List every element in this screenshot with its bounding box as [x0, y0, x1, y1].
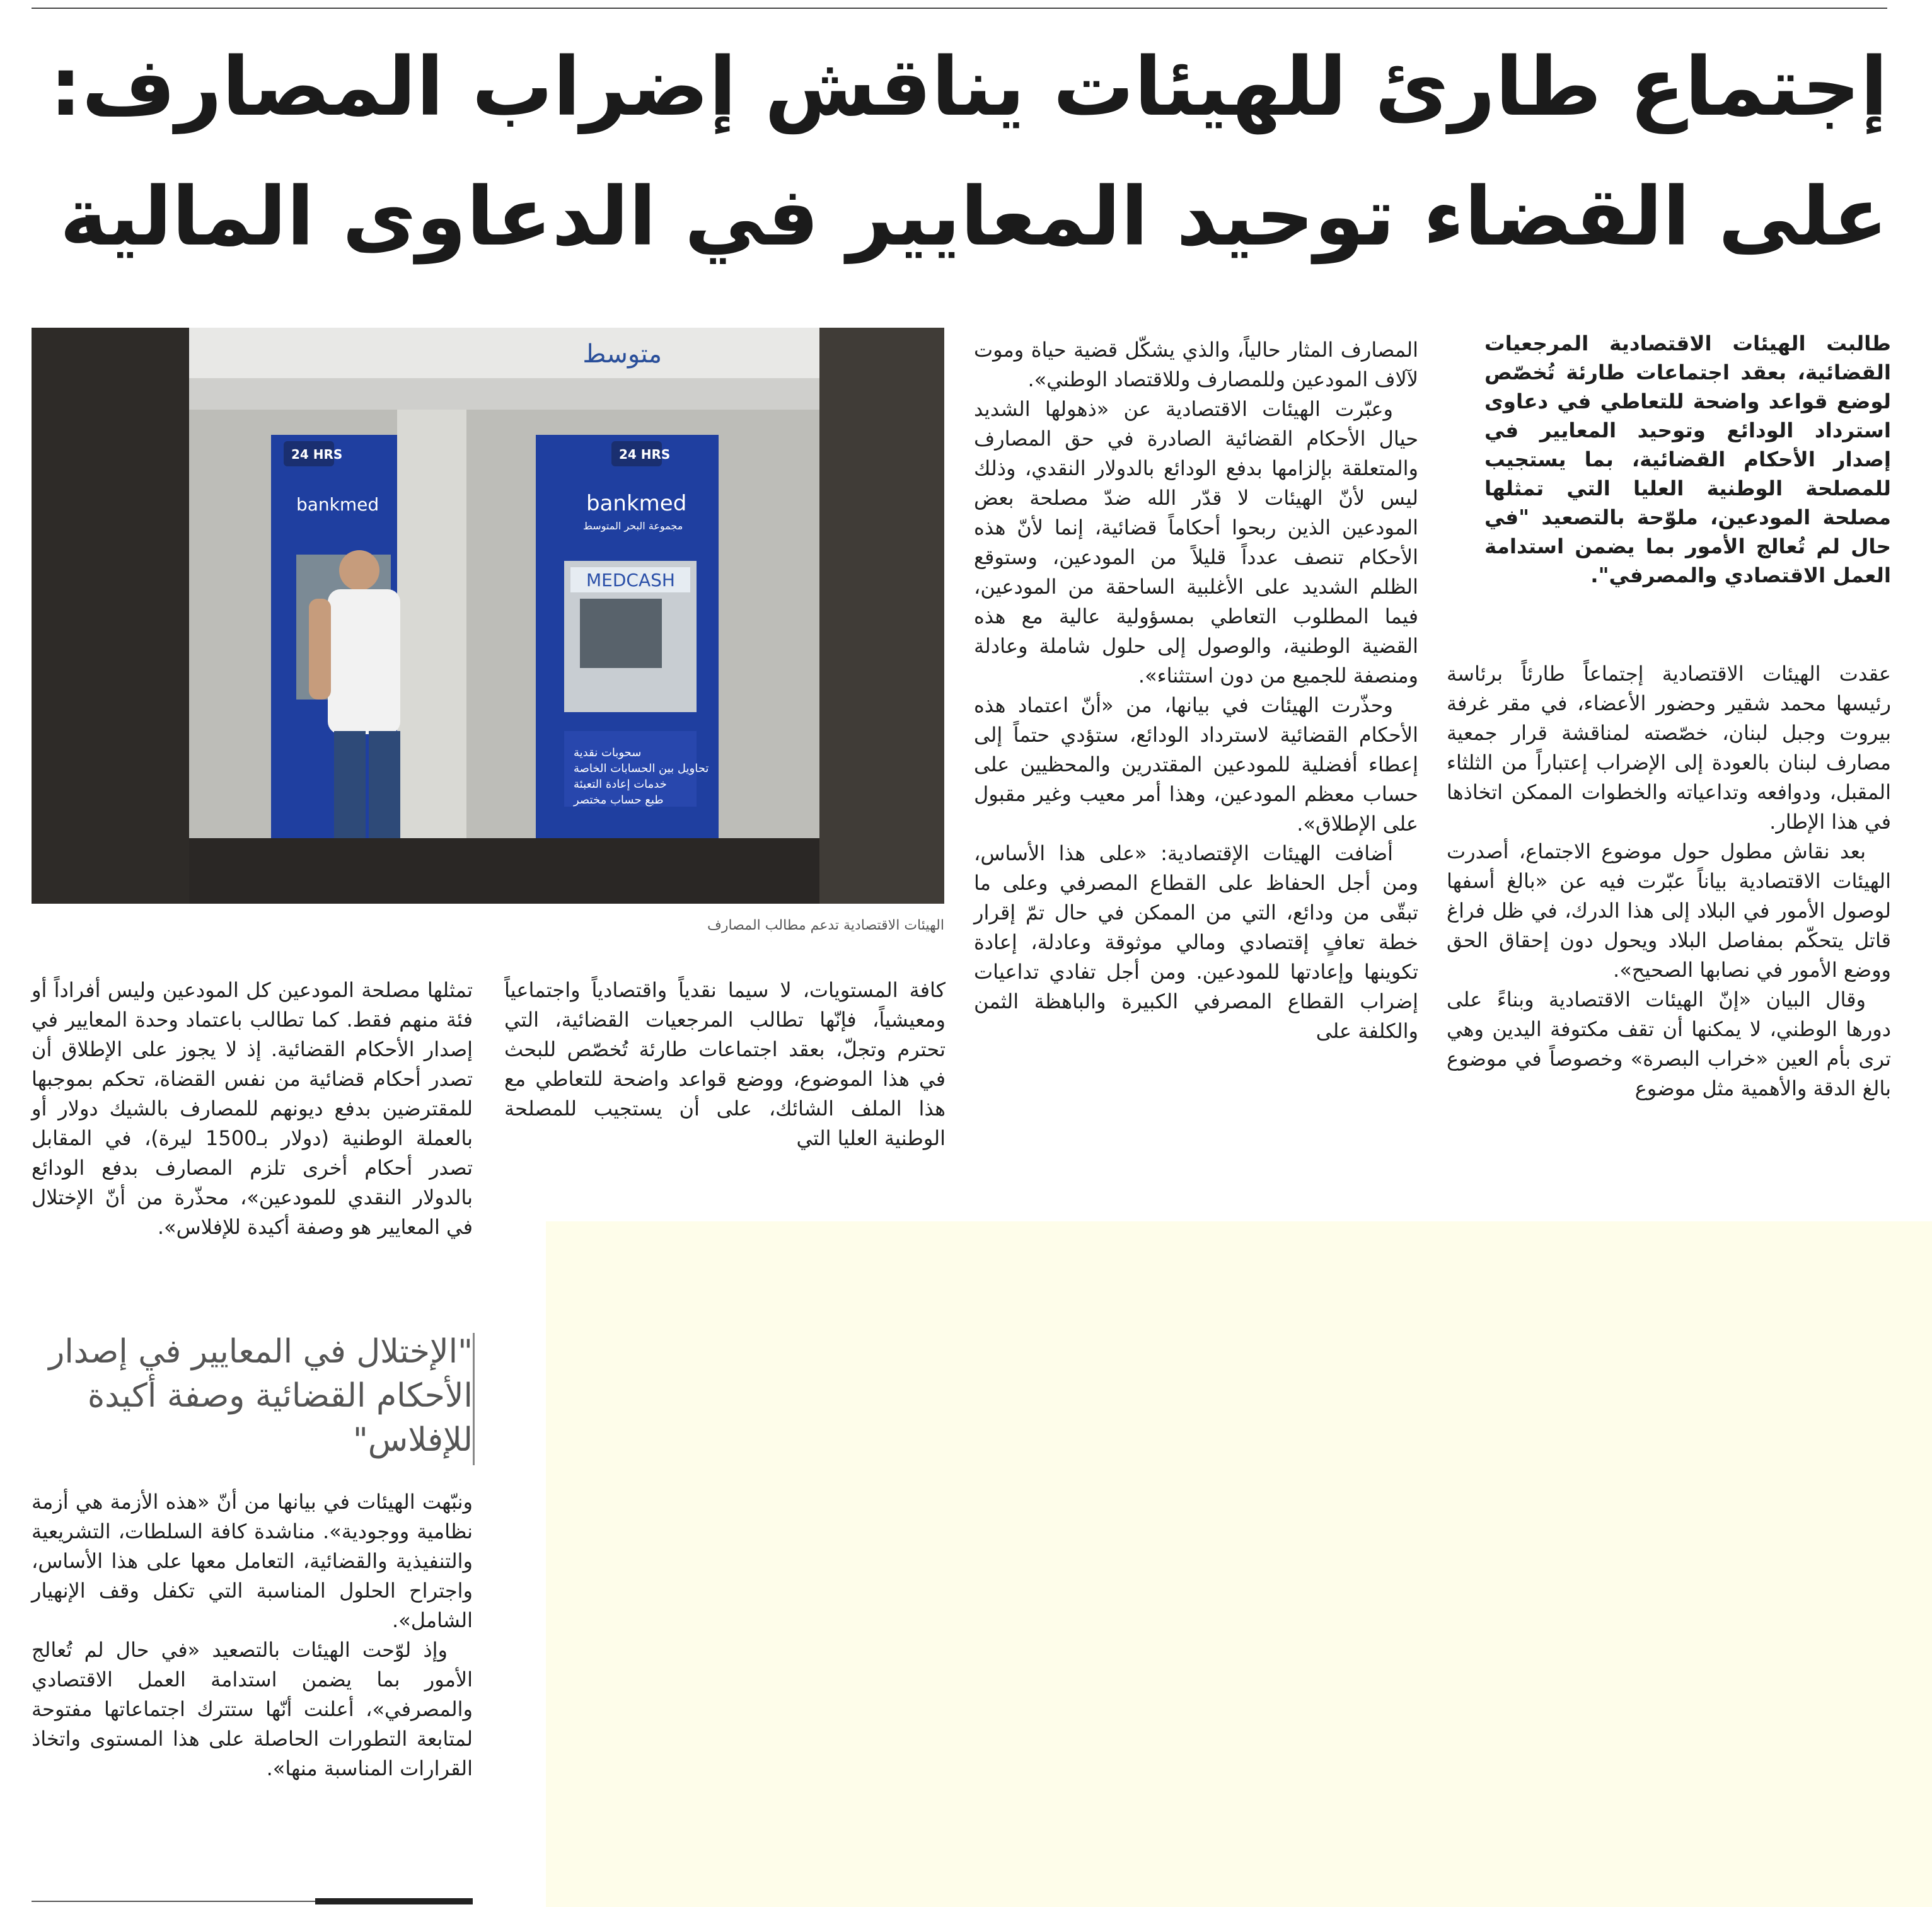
bottom-rule: [32, 1901, 315, 1902]
headline-line-1: إجتماع طارئ للهيئات يناقش إضراب المصارف:: [49, 40, 1888, 134]
brand-subtitle: مجموعة البحر المتوسط: [583, 520, 683, 532]
lead-text: طالبت الهيئات الاقتصادية المرجعيات القضائية، بعقد اجتماعات طارئة تُخصّص لوضع قواعد واضحة للتعاطي في دعاوى استرداد الودائع وتوحيد المعايير في إصدار الأحكام القضائية، بما يستجيب للمصلحة الوطنية العليا التي تمثلها مصلحة المودعين، ملوّحة بالتصعيد "في حال لم تُعالج الأمور بما يضمن استدامة العمل الاقتصادي والمصرفي".: [1484, 331, 1891, 587]
paragraph: بعد نقاش مطول حول موضوع الاجتماع، أصدرت الهيئات الاقتصادية بياناً عبّرت فيه عن «بالغ أسفها لوصول الأمور في البلاد إلى هذا الدرك، في ظل فراغ قاتل يتحكّم بمفاصل البلاد ويحول دون إحقاق الحق ووضع الأمور في نصابها الصحيح».: [1447, 839, 1891, 982]
bottom-rule-accent: [315, 1898, 473, 1904]
headline-line-2: على القضاء توحيد المعايير في الدعاوى المالية: [59, 170, 1888, 264]
paragraph: وحذّرت الهيئات في بيانها، من «أنّ اعتماد هذه الأحكام القضائية لاسترداد الودائع، ستؤدي حتماً إلى إعطاء أفضلية للمودعين المقتدرين والمحظيين على حساب معظم المودعين، وهذا أمر معيب وغير مقبول على الإطلاق».: [974, 693, 1418, 836]
paragraph: أضافت الهيئات الإقتصادية: «على هذا الأساس، ومن أجل الحفاظ على القطاع المصرفي وعلى ما تبقّى من ودائع، التي من الممكن في حال تمّ إقرار خطة تعافٍ إقتصادي ومالي موثوقة وعادلة، إعادة تكوينها وإعادتها للمودعين. ومن أجل تفادي تداعيات إضراب القطاع المصرفي الكبيرة والباهظة الثمن والكلفة على: [974, 841, 1418, 1043]
article-photo: [32, 328, 944, 904]
lead-paragraph: [1484, 329, 1891, 590]
service-item: سحوبات نقدية: [574, 746, 642, 759]
column-middle-body: [974, 335, 1418, 1046]
service-item: تحاويل بين الحسابات الخاصة: [574, 762, 709, 775]
column-d-lower-body: [32, 1487, 473, 1783]
photo-caption: الهيئات الاقتصادية تدعم مطالب المصارف: [707, 918, 944, 933]
paragraph: كافة المستويات، لا سيما نقدياً واقتصادياً واجتماعياً ومعيشياً، فإنّها تطالب المرجعيات القضائية، التي تحترم وتجلّ، بعقد اجتماعات طارئة تُخصّص للبحث في هذا الموضوع، ووضع قواعد واضحة للتعاطي مع هذا الملف الشائك، على أن يستجيب للمصلحة الوطنية العليا التي: [504, 978, 946, 1150]
pull-quote: "الإختلال في المعايير في إصدار الأحكام القضائية وصفة أكيدة للإفلاس": [49, 1333, 473, 1459]
service-item: طبع حساب مختصر: [574, 793, 664, 807]
atm-screen-label: MEDCASH: [586, 570, 675, 591]
paragraph: المصارف المثار حالياً، والذي يشكّل قضية حياة وموت لآلاف المودعين وللمصارف وللاقتصاد الوطني».: [974, 338, 1418, 391]
atm-badge-left: 24 HRS: [291, 447, 343, 462]
paragraph: وقال البيان «إنّ الهيئات الاقتصادية وبناءً على دورها الوطني، لا يمكنها أن تقف مكتوفة اليدين وهي ترى بأم العين «خراب البصرة» وخصوصاً في موضوع بالغ الدقة والأهمية مثل موضوع: [1447, 988, 1891, 1100]
brand-right: bankmed: [586, 491, 687, 516]
advertisement-area: [546, 1221, 1932, 1907]
column-d-body: [32, 976, 473, 1242]
top-rule: [32, 8, 1887, 9]
paragraph: وعبّرت الهيئات الاقتصادية عن «ذهولها الشديد حيال الأحكام القضائية الصادرة في حق المصارف والمتعلقة بإلزامها بدفع الودائع بالدولار النقدي، وذلك ليس لأنّ الهيئات لا قدّر الله ضدّ مصلحة بعض المودعين الذين ربحوا أحكاماً قضائية، إنما لأنّ هذه الأحكام تنصف عدداً قليلاً من المودعين، وستوقع الظلم الشديد على الأغلبية الساحقة من المودعين، فيما المطلوب التعاطي بمسؤولية عالية مع هذه القضية الوطنية، والوصول إلى حلول شاملة وعادلة ومنصفة للجميع من دون استثناء».: [974, 397, 1418, 688]
column-c-body: [504, 976, 946, 1153]
brand-left: bankmed: [296, 494, 379, 515]
paragraph: وإذ لوّحت الهيئات بالتصعيد «في حال لم تُعالج الأمور بما يضمن استدامة العمل الاقتصادي والمصرفي»، أعلنت أنّها ستترك اجتماعاتها مفتوحة لمتابعة التطورات الحاصلة على هذا المستوى واتخاذ القرارات المناسبة منها».: [32, 1638, 473, 1780]
atm-photo-illustration: [32, 328, 944, 904]
paragraph: ونبّهت الهيئات في بيانها من أنّ «هذه الأزمة هي أزمة نظامية ووجودية». مناشدة كافة السلطات، التشريعية والتنفيذية والقضائية، التعامل معها على هذا الأساس، واجتراح الحلول المناسبة التي تكفل وقف الإنهيار الشامل».: [32, 1490, 473, 1632]
paragraph: تمثلها مصلحة المودعين كل المودعين وليس أفراداً أو فئة منهم فقط. كما تطالب باعتماد وحدة المعايير في إصدار الأحكام القضائية. إذ لا يجوز على الإطلاق أن تصدر أحكام قضائية من نفس القضاة، تحكم بموجبها للمقترضين بدفع ديونهم للمصارف بالشيك دولار أو بالعملة الوطنية (دولار بـ1500 ليرة)، في المقابل تصدر أحكام أخرى تلزم المصارف بدفع الودائع بالدولار النقدي للمودعين»، محذّرة من أنّ الإختلال في المعايير هو وصفة أكيدة للإفلاس».: [32, 978, 473, 1239]
sign-text: متوسط: [582, 340, 662, 369]
paragraph: عقدت الهيئات الاقتصادية إجتماعاً طارئاً برئاسة رئيسها محمد شقير وحضور الأعضاء، في مقر غرفة بيروت وجبل لبنان، خصّصته لمناقشة قرار جمعية مصارف لبنان بالعودة إلى الإضراب إعتباراً من الثلثاء المقبل، ودوافعه وتداعياته والخطوات الممكن اتخاذها في هذا الإطار.: [1447, 662, 1891, 834]
column-right-body: [1447, 659, 1891, 1103]
atm-badge-right: 24 HRS: [619, 447, 671, 462]
service-item: خدمات إعادة التعبئة: [574, 778, 667, 791]
pull-quote-bar: [473, 1333, 475, 1465]
